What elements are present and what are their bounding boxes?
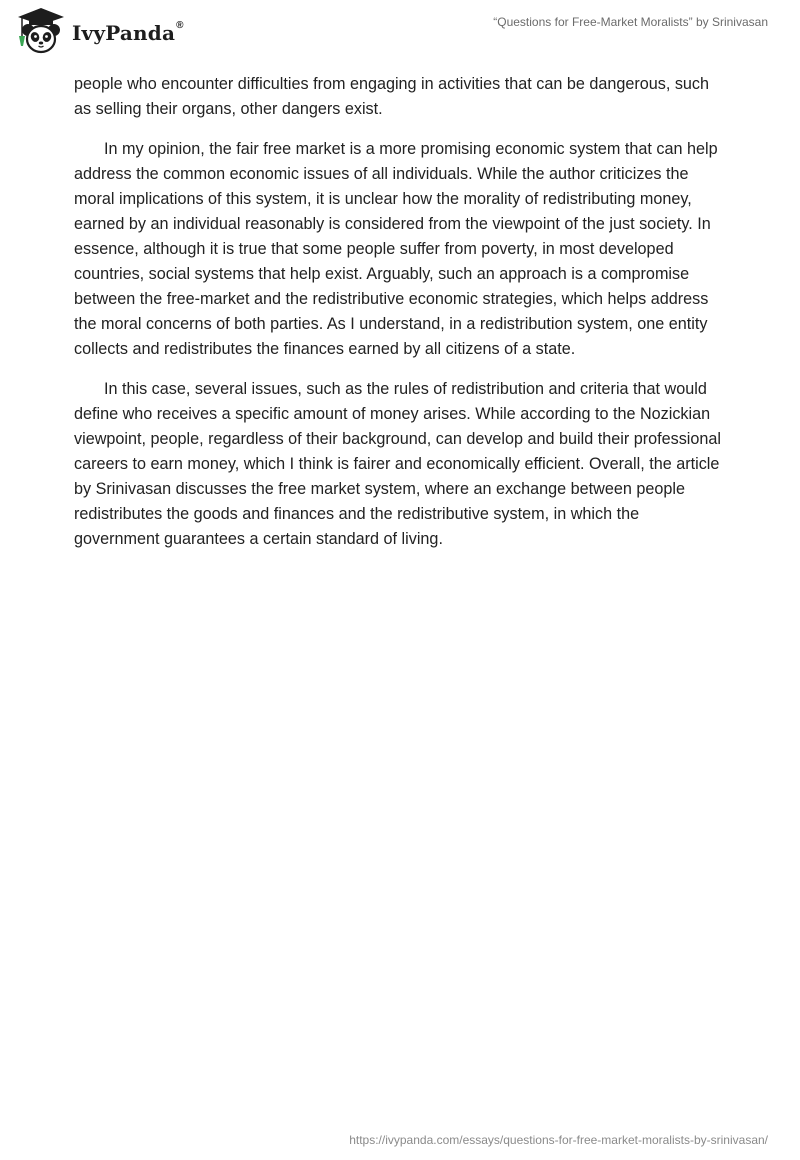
paragraph: In this case, several issues, such as the rules of redistribution and criteria that would define who receives a specific amount of money arises. While according to the Nozickian viewpoint, people, regardless of their background, can develop and build their professional careers to earn money, which I think is fairer and economically efficient. Overall, the article by Srinivasan discusses the free market system, where an exchange between people redistributes the goods and finances and the redistributive system, in which the government guarantees a certain standard of living.	[74, 380, 722, 548]
source-url[interactable]: https://ivypanda.com/essays/questions-for-free-market-moralists-by-srinivasan/	[349, 1133, 768, 1147]
paragraph-continuation: people who encounter difficulties from engaging in activities that can be dangerous, such as selling their organs, other dangers exist.	[74, 75, 710, 118]
essay-body	[74, 72, 726, 567]
brand-name: IvyPanda®	[72, 20, 184, 45]
registered-mark: ®	[176, 20, 184, 32]
document-title: “Questions for Free-Market Moralists” by Srinivasan	[493, 15, 768, 29]
paragraph: In my opinion, the fair free market is a more promising economic system that can help address the common economic issues of all individuals. While the author criticizes the moral implications of this system, it is unclear how the morality of redistributing money, earned by an individual reasonably is considered from the viewpoint of the just society. In essence, although it is true that some people suffer from poverty, in most developed countries, social systems that help exist. Arguably, such an approach is a compromise between the free-market and the redistributive economic strategies, which helps address the moral concerns of both parties. As I understand, in a redistribution system, one entity collects and redistributes the finances earned by all citizens of a state.	[74, 140, 718, 358]
panda-graduate-icon	[14, 6, 68, 56]
brand-logo[interactable]	[14, 6, 184, 56]
page-header	[0, 0, 800, 62]
